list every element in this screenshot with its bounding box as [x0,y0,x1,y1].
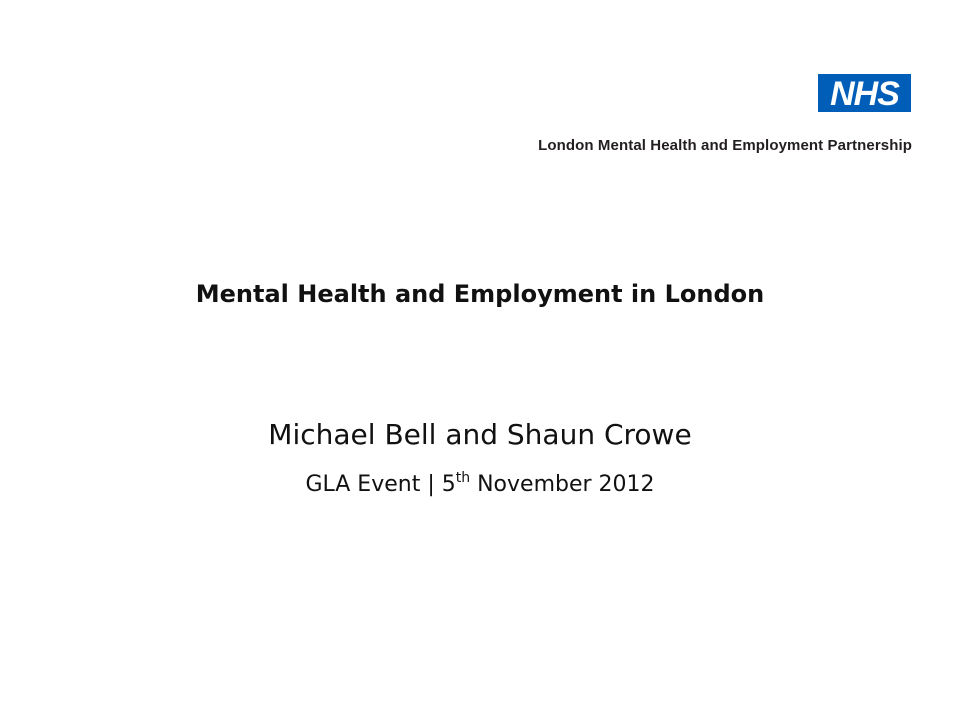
event-superscript: th [455,470,471,486]
nhs-logo [818,74,911,112]
presenters: Michael Bell and Shaun Crowe [268,418,692,451]
event-suffix: November 2012 [470,472,655,497]
event-prefix: GLA Event | 5 [305,472,456,497]
organization-name: London Mental Health and Employment Partnership [538,137,912,154]
nhs-logo-text: NHS [830,75,899,112]
event-line [0,472,960,497]
slide-title: Mental Health and Employment in London [195,280,765,308]
